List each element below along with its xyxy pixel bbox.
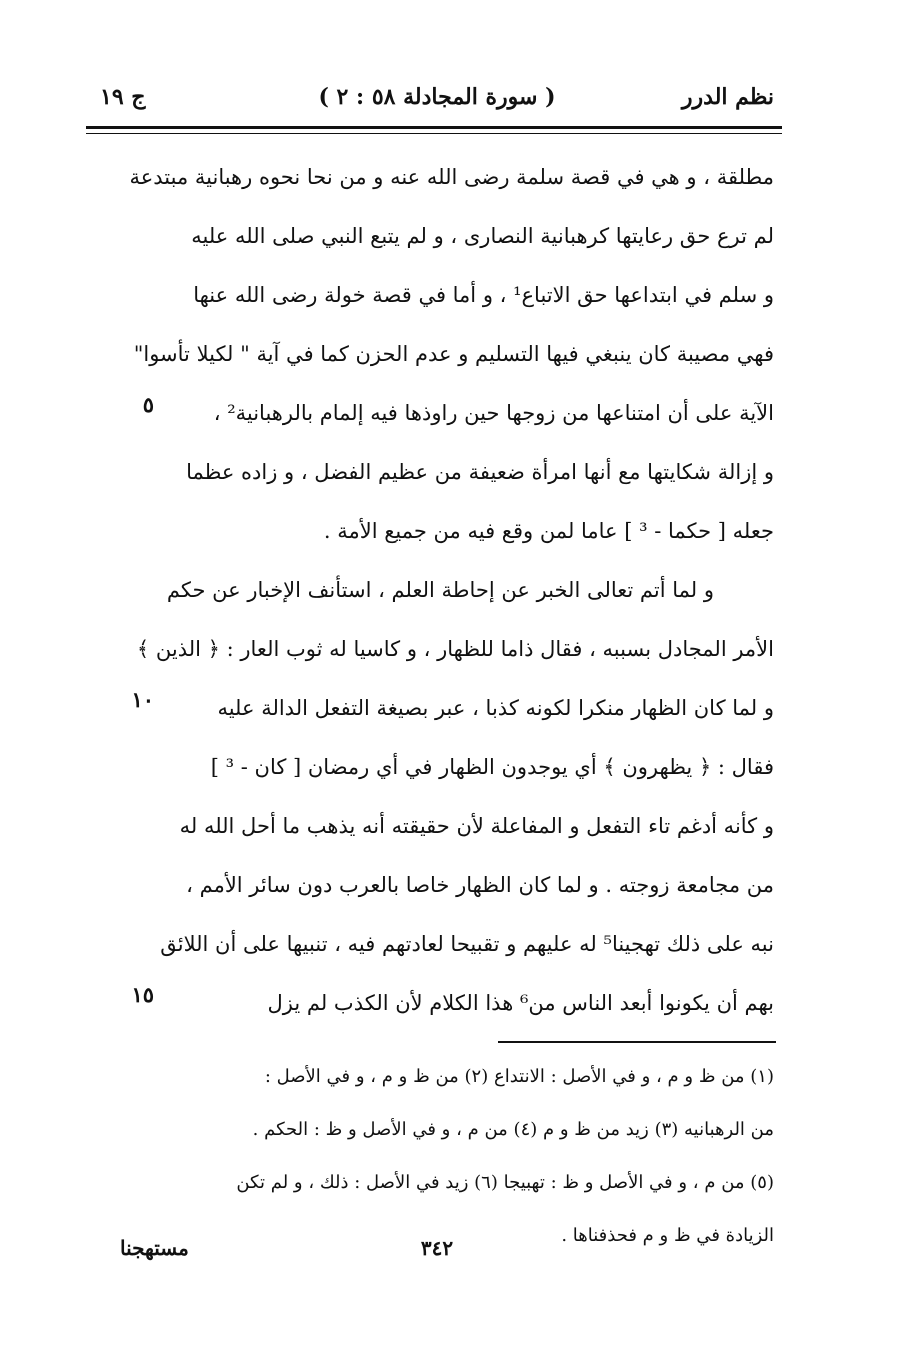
header-rule-thick	[86, 126, 782, 129]
footnotes	[100, 1050, 774, 1262]
surah-reference: ( سورة المجادلة ٥٨ : ٢ )	[318, 84, 556, 110]
text-line: و كأنه أدغم تاء التفعل و المفاعلة لأن حقيقته أنه يذهب ما أحل الله له	[179, 814, 774, 838]
line-number-5: ٥	[142, 392, 154, 417]
text-line: من مجامعة زوجته . و لما كان الظهار خاصا بالعرب دون سائر الأمم ،	[186, 873, 774, 897]
text-line: فهي مصيبة كان ينبغي فيها التسليم و عدم الحزن كما في آية " لكيلا تأسوا"	[133, 342, 774, 366]
line-number-15: ١٥	[131, 982, 154, 1007]
text-line: بهم أن يكونوا أبعد الناس من⁶ هذا الكلام لأن الكذب لم يزل	[267, 991, 774, 1015]
text-line: و لما أتم تعالى الخبر عن إحاطة العلم ، استأنف الإخبار عن حكم	[166, 578, 714, 602]
footnote-line: (١) من ظ و م ، و في الأصل : الانتداع (٢) من ظ و م ، و في الأصل :	[264, 1066, 774, 1087]
header-rule-thin	[86, 133, 782, 134]
text-line: الآية على أن امتناعها من زوجها حين راوذها فيه إلمام بالرهبانية² ،	[213, 401, 774, 425]
text-line: جعله [ حكما - ³ ] عاما لمن وقع فيه من جميع الأمة .	[323, 519, 774, 543]
main-text	[100, 148, 774, 1033]
book-title: نظم الدرر	[681, 84, 774, 110]
text-line: و سلم في ابتداعها حق الاتباع¹ ، و أما في قصة خولة رضى الله عنها	[193, 283, 774, 307]
page-number: ٣٤٢	[420, 1236, 454, 1260]
text-line: و لما كان الظهار منكرا لكونه كذبا ، عبر بصيغة التفعل الدالة عليه	[217, 696, 774, 720]
running-header	[100, 78, 774, 118]
line-number-10: ١٠	[131, 687, 154, 712]
page-footer	[100, 1232, 774, 1268]
text-line: مطلقة ، و هي في قصة سلمة رضى الله عنه و من نحا نحوه رهبانية مبتدعة	[129, 165, 774, 189]
text-line: نبه على ذلك تهجينا⁵ له عليهم و تقبيحا لعادتهم فيه ، تنبيها على أن اللائق	[160, 932, 774, 956]
footnote-line: من الرهبانيه (٣) زيد من ظ و م (٤) من م ، و في الأصل و ظ : الحكم .	[252, 1119, 774, 1140]
footnote-line: (٥) من م ، و في الأصل و ظ : تهبيجا (٦) زيد في الأصل : ذلك ، و لم تكن	[236, 1172, 774, 1193]
catchword: مستهجنا	[120, 1236, 189, 1260]
footnote-line: الزيادة في ظ و م فحذفناها .	[561, 1225, 774, 1246]
text-line: الأمر المجادل بسببه ، فقال ذاما للظهار ، و كاسيا له ثوب العار : ﴿ الذين ﴾	[136, 637, 774, 661]
footnote-rule	[498, 1041, 776, 1043]
text-line: لم ترع حق رعايتها كرهبانية النصارى ، و لم يتبع النبي صلى الله عليه	[191, 224, 774, 248]
text-line: و إزالة شكايتها مع أنها امرأة ضعيفة من عظيم الفضل ، و زاده عظما	[186, 460, 774, 484]
volume-number: ج ١٩	[100, 84, 146, 110]
text-line: فقال : ﴿ يظهرون ﴾ أي يوجدون الظهار في أي رمضان [ كان - ³ ]	[210, 755, 774, 779]
